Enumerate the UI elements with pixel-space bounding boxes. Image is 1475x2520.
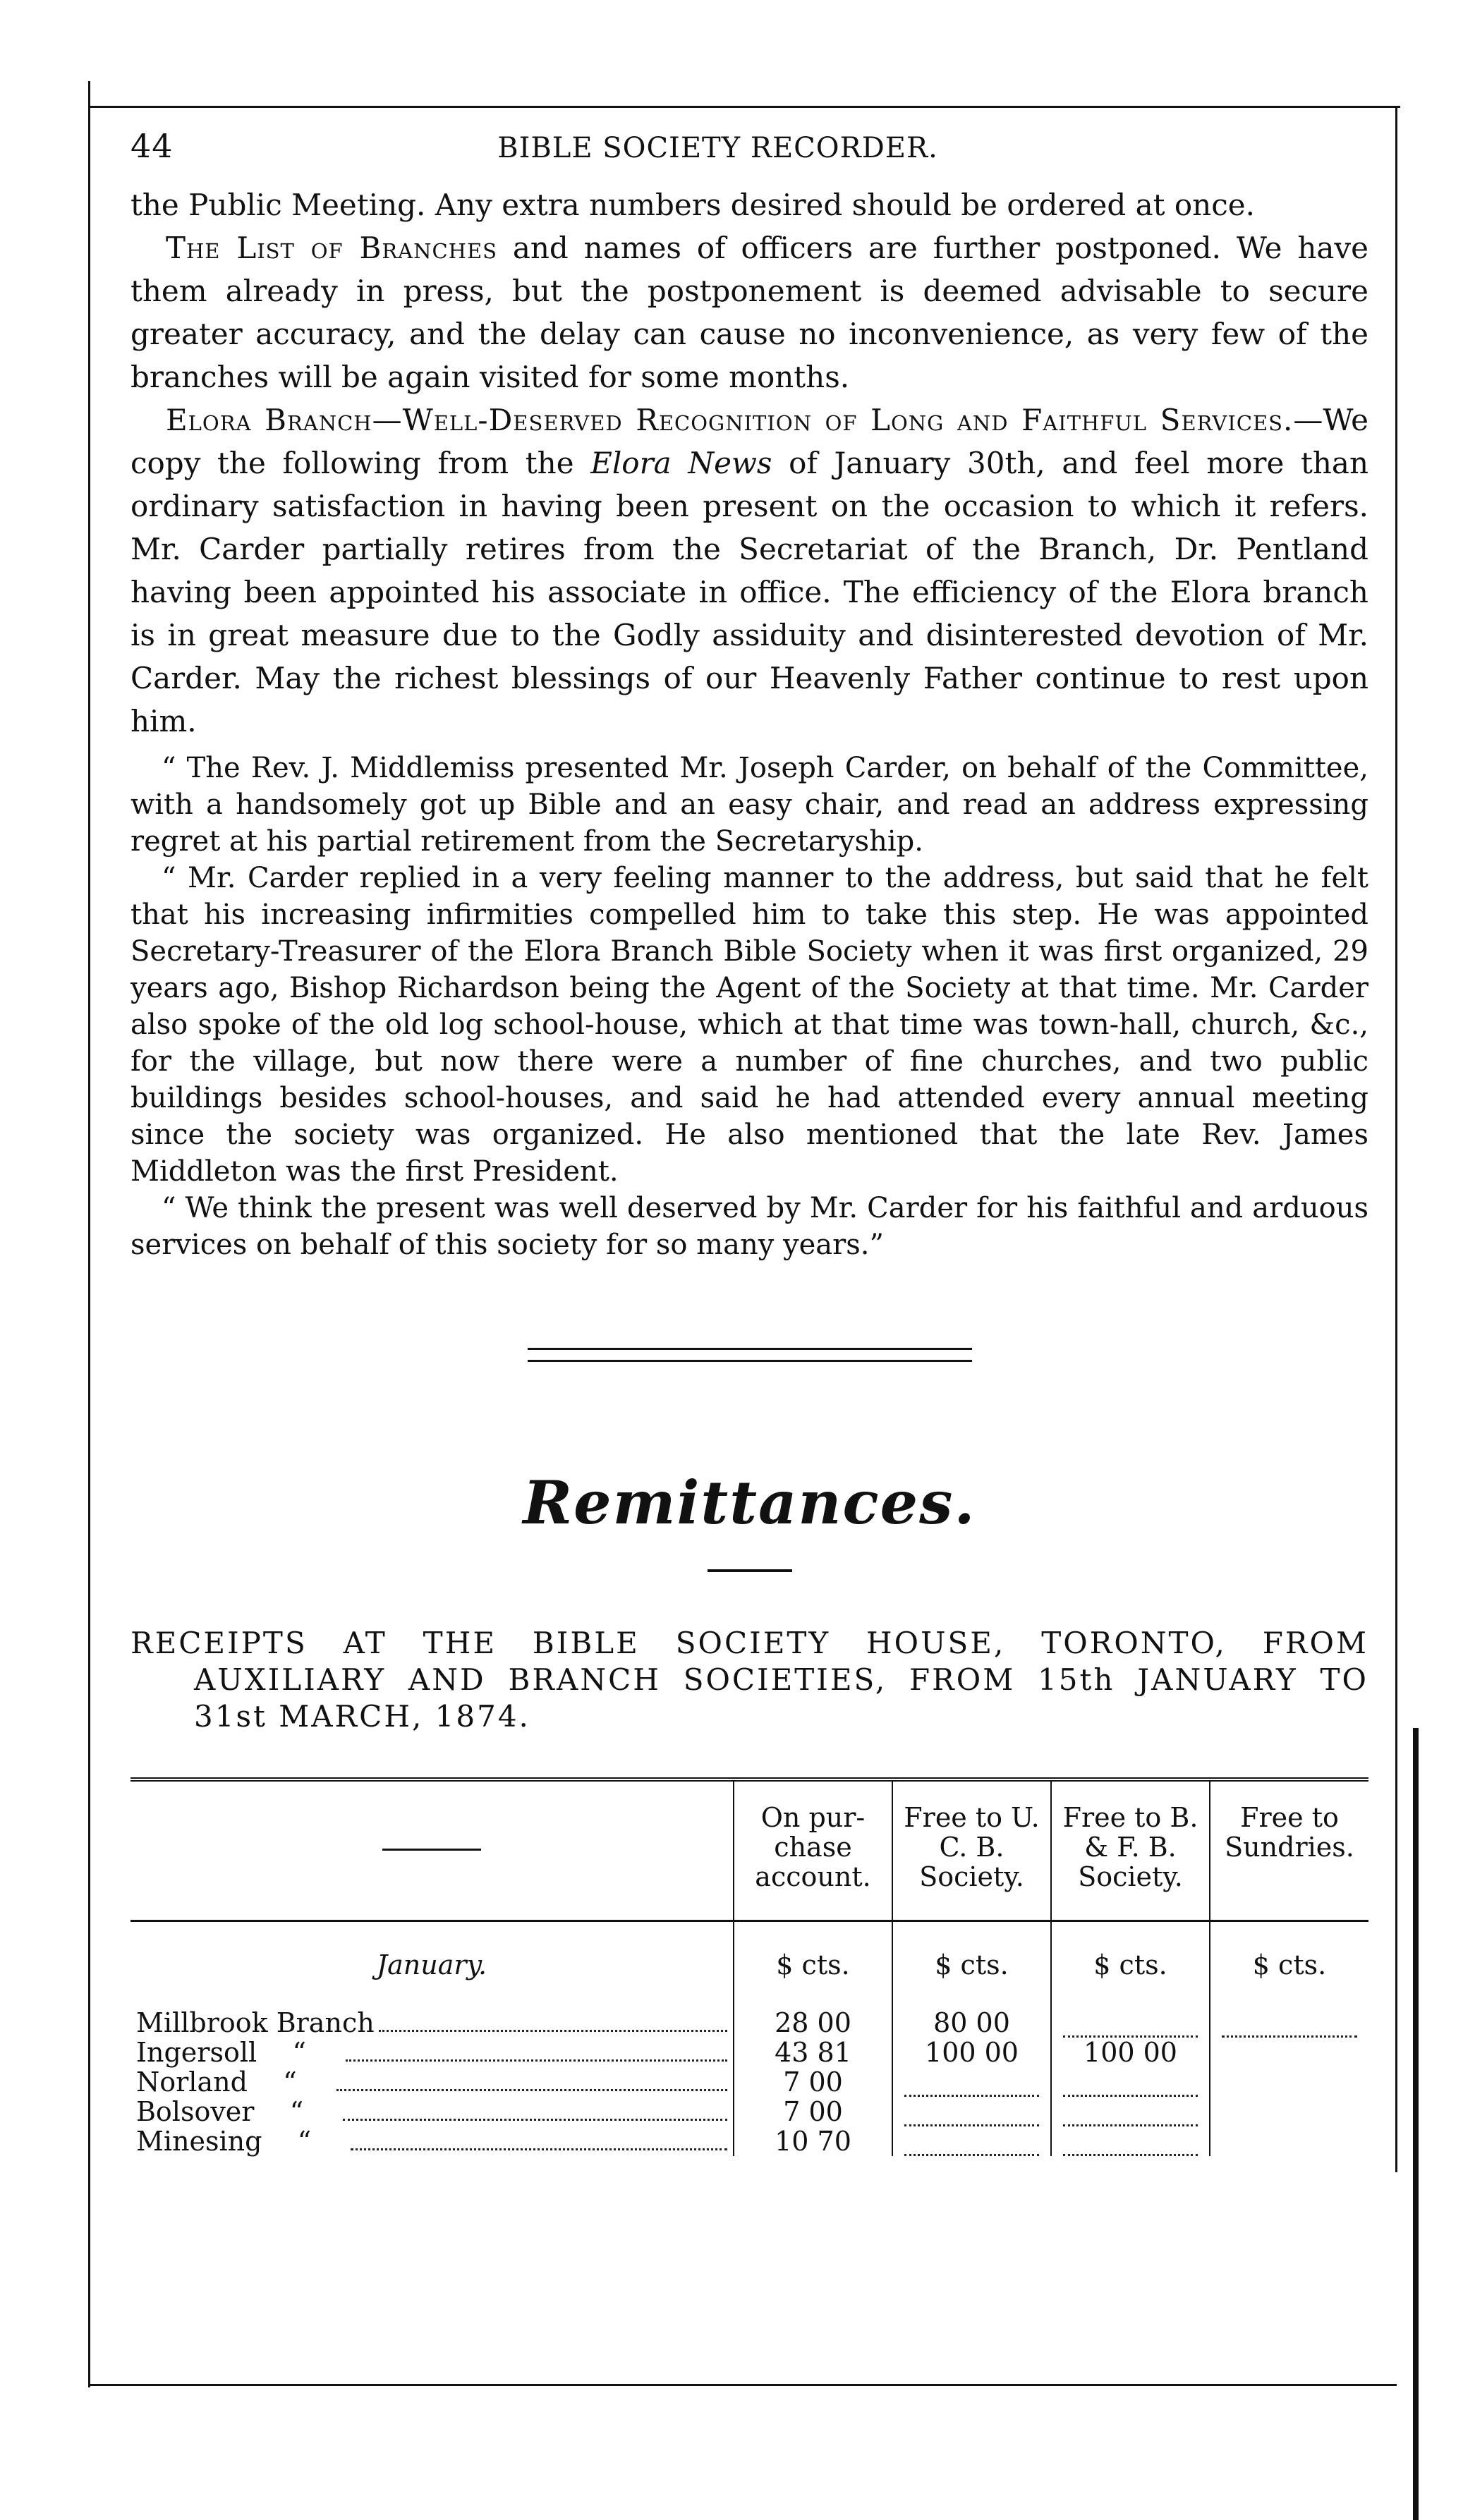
newspaper-name: Elora News [590,446,772,480]
leader-dots [904,2133,1039,2156]
purchase-cell: 43 81 [734,2038,892,2067]
section-divider [528,1348,972,1362]
table-row [130,2097,1368,2126]
quote-paragraph-3: “ We think the present was well deserved by Mr. Carder for his faithful and arduous services on behalf of this society for so many years.” [130,1192,1368,1261]
leader-dots [1063,2074,1198,2097]
ucb-cell: 80 00 [892,2008,1051,2038]
leader-dots [1063,2103,1198,2126]
ucb-cell [892,2097,1051,2126]
ditto-mark: “ [289,2096,304,2127]
ditto-mark: “ [297,2126,312,2157]
paragraph-2-text: and names of officers are further postponed. We have them already in press, but the postponement is deemed advisable to secure greater accuracy, and the delay can cause no inconvenience, as very few of the branches will be again visited for some months. [130,231,1368,394]
page-number: 44 [130,127,174,165]
paragraph-3-text-a: —We copy the following from the [130,403,1368,480]
purchase-column-header: On pur- chase account. [734,1779,892,1921]
purchase-cell: 7 00 [734,2097,892,2126]
section-heading: Remittances. [523,1468,976,1538]
quote-paragraph-2: “ Mr. Carder replied in a very feeling manner to the address, but said that he felt that his increasing infirmities compelled him to take this step. He was appointed Secretary-Treasurer of the Elora Branch Bible Society when it was first organized, 29 years ago, Bishop Richardson being the Agent of the Society at that time. Mr. Carder also spoke of the old log school-house, which at that time was town-hall, church, &c., for the village, but now there were a number of fine churches, and two public buildings besides school-houses, and said he had attended every annual meeting since the society was organized. He also mentioned that the late Rev. James Middleton was the first President. [130,862,1368,1188]
month-row [130,1921,1368,2009]
currency-label: $ cts. [734,1921,892,2009]
branch-name-cell [130,2038,734,2067]
paragraph-3 [130,398,1368,743]
leader-dots [1063,2133,1198,2156]
bfb-cell: 100 00 [1051,2038,1210,2067]
table-header-row [130,1779,1368,1921]
ucb-cell [892,2126,1051,2156]
header-dash [382,1849,481,1851]
page [130,127,1368,2156]
branch-name-cell [130,2126,734,2156]
heading-rule [708,1569,792,1572]
branch-name: Ingersoll [136,2037,257,2068]
paragraph-1: the Public Meeting. Any extra numbers desired should be ordered at once. [130,188,1255,222]
remittances-table [130,1777,1368,2156]
branch-name-cell [130,2008,734,2038]
purchase-cell: 10 70 [734,2126,892,2156]
paragraph-2 [130,226,1368,398]
bfb-column-header: Free to B. & F. B. Society. [1051,1779,1210,1921]
sundries-column-header: Free to Sundries. [1210,1779,1368,1921]
currency-label: $ cts. [1051,1921,1210,2009]
quoted-article [130,750,1368,1263]
name-column-header [130,1779,734,1921]
currency-label: $ cts. [892,1921,1051,2009]
table-row [130,2126,1368,2156]
running-header [130,127,1368,176]
ucb-cell [892,2067,1051,2097]
table-row [130,2067,1368,2097]
left-frame-rule [88,81,90,2387]
leader-dots [351,2127,727,2150]
purchase-cell: 7 00 [734,2067,892,2097]
article-body [130,183,1368,743]
month-label: January. [376,1949,487,1980]
leader-dots [904,2074,1039,2097]
sundries-cell [1210,2067,1368,2097]
receipts-caption: RECEIPTS AT THE BIBLE SOCIETY HOUSE, TORONTO, FROM AUXILIARY AND BRANCH SOCIETIES, FROM 15th JANUARY TO 31st MARCH, 1874. [130,1626,1368,1734]
leader-dots [336,2068,727,2091]
sundries-cell [1210,2097,1368,2126]
gutter-shadow [1413,1728,1419,2520]
branch-name: Bolsover [136,2096,255,2127]
running-title: BIBLE SOCIETY RECORDER. [497,132,938,164]
leader-dots [904,2103,1039,2126]
quote-paragraph-1: “ The Rev. J. Middlemiss presented Mr. Joseph Carder, on behalf of the Committee, with a handsomely got up Bible and an easy chair, and read an address expressing regret at his partial retirement from the Secretaryship. [130,752,1368,858]
ditto-mark: “ [283,2066,297,2098]
table-row [130,2038,1368,2067]
branch-name: Millbrook Branch [136,2007,375,2038]
bfb-cell [1051,2067,1210,2097]
leader-dots [343,2098,727,2121]
bottom-frame-rule [88,2384,1397,2386]
bfb-cell [1051,2126,1210,2156]
ucb-column-header: Free to U. C. B. Society. [892,1779,1051,1921]
ditto-mark: “ [292,2037,306,2068]
purchase-cell: 28 00 [734,2008,892,2038]
right-frame-rule [1395,106,1397,2172]
bfb-cell [1051,2097,1210,2126]
branch-name-cell [130,2097,734,2126]
leader-dots [1222,2014,1357,2038]
ucb-cell: 100 00 [892,2038,1051,2067]
leader-dots [1063,2014,1198,2038]
currency-label: $ cts. [1210,1921,1368,2009]
sundries-cell [1210,2008,1368,2038]
leader-dots [346,2038,727,2062]
table-row [130,2008,1368,2038]
paragraph-3-lead: Elora Branch—Well-Deserved Recognition of Long and Faithful Services. [166,403,1294,437]
branch-name: Norland [136,2066,248,2098]
paragraph-3-text-b: of January 30th, and feel more than ordinary satisfaction in having been present on the occasion to which it refers. Mr. Carder partially retires from the Secretariat of the Branch, Dr. Pentland having been appointed his associate in office. The efficiency of the Elora branch is in great measure due to the Godly assiduity and disinterested devotion of Mr. Carder. May the richest blessings of our Heavenly Father continue to rest upon him. [130,446,1368,738]
sundries-cell [1210,2038,1368,2067]
bfb-cell [1051,2008,1210,2038]
leader-dots [379,2009,727,2032]
paragraph-2-lead: The List of Branches [166,231,497,265]
branch-name-cell [130,2067,734,2097]
top-frame-rule [88,106,1400,108]
branch-name: Minesing [136,2126,262,2157]
sundries-cell [1210,2126,1368,2156]
